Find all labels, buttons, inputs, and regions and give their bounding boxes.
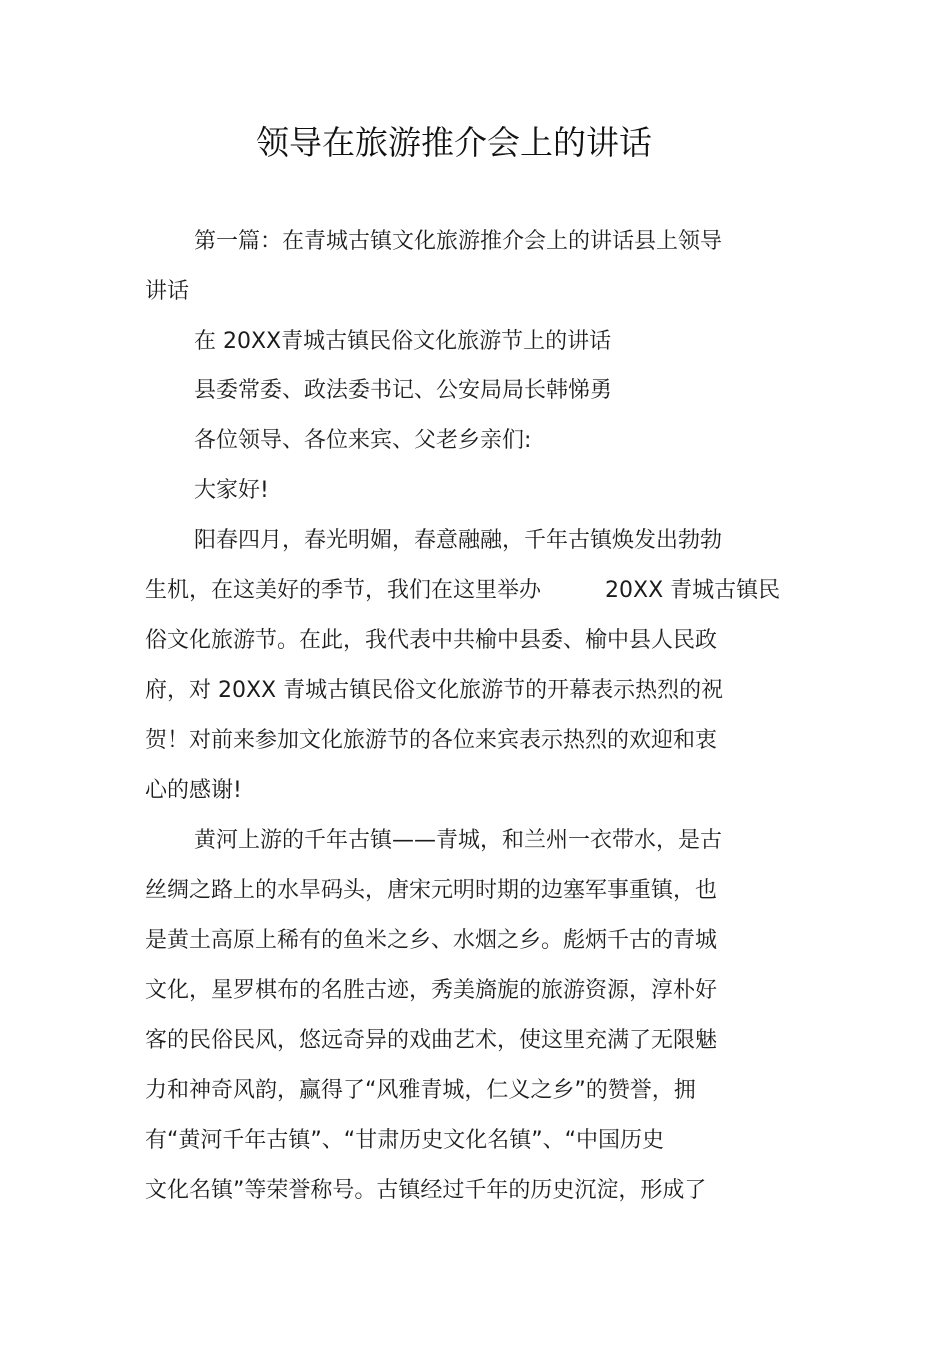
paragraph-line — [145, 576, 825, 606]
paragraph-line: 文化，星罗棋布的名胜古迹，秀美旖旎的旅游资源，淳朴好 — [145, 978, 718, 1003]
paragraph-line: 心的感谢! — [145, 778, 242, 803]
paragraph-line: 贺！对前来参加文化旅游节的各位来宾表示热烈的欢迎和衷 — [145, 728, 718, 753]
speaker-line: 县委常委、政法委书记、公安局局长韩悌勇 — [194, 378, 613, 403]
salutation-line: 各位领导、各位来宾、父老乡亲们: — [194, 428, 532, 453]
heading-line: 第一篇：在青城古镇文化旅游推介会上的讲话县上领导 — [194, 229, 723, 254]
paragraph-line: 客的民俗民风，悠远奇异的戏曲艺术，使这里充满了无限魅 — [145, 1028, 718, 1053]
document-title: 领导在旅游推介会上的讲话 — [256, 123, 652, 162]
paragraph-line: 力和神奇风韵，赢得了“风雅青城，仁义之乡”的赞誉，拥 — [145, 1078, 696, 1103]
paragraph-line-part: 20XX 青城古镇民 — [605, 578, 781, 603]
heading-line-continued: 讲话 — [145, 279, 190, 304]
greeting-line: 大家好! — [194, 478, 269, 503]
speech-title-line: 在 20XX青城古镇民俗文化旅游节上的讲话 — [194, 329, 612, 354]
paragraph-line: 是黄土高原上稀有的鱼米之乡、水烟之乡。彪炳千古的青城 — [145, 928, 718, 953]
paragraph-line: 府，对 20XX 青城古镇民俗文化旅游节的开幕表示热烈的祝 — [145, 678, 724, 703]
paragraph-line: 有“黄河千年古镇”、“甘肃历史文化名镇”、“中国历史 — [145, 1128, 664, 1153]
paragraph-line: 丝绸之路上的水旱码头，唐宋元明时期的边塞军事重镇，也 — [145, 878, 718, 903]
paragraph-line: 俗文化旅游节。在此，我代表中共榆中县委、榆中县人民政 — [145, 628, 718, 653]
paragraph-line: 黄河上游的千年古镇——青城，和兰州一衣带水，是古 — [194, 828, 723, 853]
paragraph-line: 文化名镇”等荣誉称号。古镇经过千年的历史沉淀，形成了 — [145, 1178, 707, 1203]
paragraph-line-part: 生机，在这美好的季节，我们在这里举办 — [145, 578, 542, 603]
paragraph-line: 阳春四月，春光明媚，春意融融，千年古镇焕发出勃勃 — [194, 528, 723, 553]
